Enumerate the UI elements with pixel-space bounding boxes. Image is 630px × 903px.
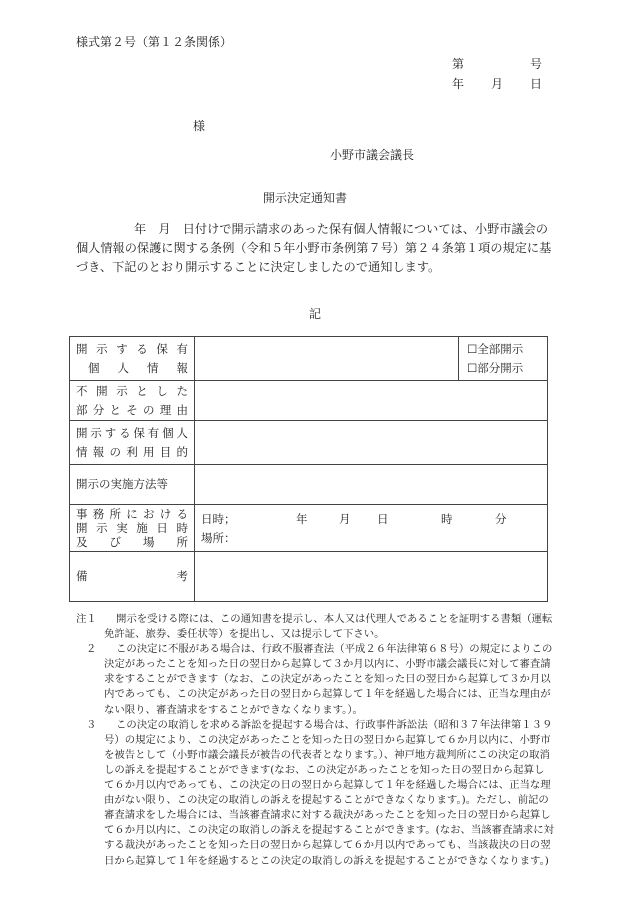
place-label: 場所： bbox=[201, 531, 236, 545]
note-number: 注１ bbox=[76, 613, 97, 625]
document-date-label: 年 月 日 bbox=[452, 77, 544, 91]
row-label-remarks bbox=[70, 552, 195, 602]
note-item bbox=[76, 612, 554, 642]
note-number: ２ bbox=[86, 643, 97, 656]
table-row bbox=[70, 552, 548, 602]
label-line: 開示する保有個人 bbox=[76, 425, 188, 440]
note-text: 開示を受ける際には、この通知書を提示し、本人又は代理人であることを証明する書類（運転免許証、旅券、委任状等）を提出し、又は提示して下さい。 bbox=[104, 613, 553, 641]
addressee-suffix: 様 bbox=[193, 119, 206, 133]
table-row bbox=[70, 337, 548, 381]
table-row bbox=[70, 505, 548, 552]
nondisclosure-value-cell[interactable] bbox=[195, 381, 548, 421]
row-label-nondisclosure bbox=[70, 381, 195, 421]
label-line: 情報の利用目的 bbox=[76, 444, 188, 459]
note-item bbox=[76, 718, 554, 869]
label-line: 及び場所 bbox=[76, 535, 188, 549]
note-number: ３ bbox=[86, 718, 97, 731]
row-label-purpose bbox=[70, 421, 195, 465]
document-number-label: 第 号 bbox=[452, 57, 544, 71]
datetime-place-cell[interactable] bbox=[195, 505, 548, 552]
table-row bbox=[70, 465, 548, 505]
row-label-method bbox=[70, 465, 195, 505]
label-line: 部分とその理由 bbox=[76, 402, 188, 417]
label-line: 開示の実施方法等 bbox=[76, 477, 168, 491]
minute-label: 分 bbox=[495, 512, 507, 526]
disclosure-table bbox=[69, 336, 548, 602]
table-row bbox=[70, 421, 548, 465]
option-all-disclosure[interactable]: ☐全部開示 bbox=[467, 341, 524, 356]
info-value-cell[interactable] bbox=[195, 337, 459, 381]
option-partial-disclosure[interactable]: ☐部分開示 bbox=[467, 360, 524, 375]
year-label: 年 bbox=[296, 512, 308, 526]
label-line: 個人情報 bbox=[88, 360, 188, 375]
note-text: この決定の取消しを求める訴訟を提起する場合は、行政事件訴訟法（昭和３７年法律第１３９号）の規定により、この決定があったことを知った日の翌日から起算して６か月以内に、小野市を被告として（小野市議会議長が被告の代表者となります。）、神戸地方裁判所にこの決定の取消しの訴えを提起することができます(なお、この決定があったことを知った日の翌日から起算して６か月以内であっても、この決定の日の翌日から起算して１年を経過した場合には、正当な理由がない限り、この決定の取消しの訴えを提起することができなくなります。)。ただし、前記の審査請求をした場合には、当該審査請求に対する裁決があったことを知った日の翌日から起算して６か月以内に、この決定の取消しの訴えを提起することができます。(なお、当該審査請求に対する裁決があったことを知った日の翌日から起算して６か月以内であっても、当該裁決の日の翌日から起算して１年を経過するとこの決定の取消しの訴えを提起することができなくなります。) bbox=[104, 718, 555, 867]
note-text: この決定に不服がある場合は、行政不服審査法（平成２６年法律第６８号）の規定によりこの決定があったことを知った日の翌日から起算して３か月以内に、小野市議会議長に対して審査請求をすることができます（なお、この決定があったことを知った日の翌日から起算して３か月以内であっても、この決定があった日の翌日から起算して１年を経過した場合には、正当な理由がない限り、審査請求をすることができなくなります。）。 bbox=[104, 643, 553, 716]
day-label: 日 bbox=[377, 512, 389, 526]
purpose-value-cell[interactable] bbox=[195, 421, 548, 465]
hour-label: 時 bbox=[441, 512, 453, 526]
label-line: 不開示とした bbox=[76, 383, 188, 398]
label-line: 開示実施日時 bbox=[76, 521, 188, 535]
document-title: 開示決定通知書 bbox=[263, 191, 348, 205]
datetime-label: 日時； bbox=[201, 512, 236, 526]
form-number: 様式第２号（第１２条関係） bbox=[76, 35, 233, 49]
month-label: 月 bbox=[339, 512, 351, 526]
method-value-cell[interactable] bbox=[195, 465, 548, 505]
body-paragraph: 年 月 日付けで開示請求のあった保有個人情報については、小野市議会の個人情報の保護に関する条例（令和５年小野市条例第７号）第２４条第１項の規定に基づき、下記のとおり開示することに決定しましたので通知します。 bbox=[76, 222, 552, 274]
table-row bbox=[70, 381, 548, 421]
row-label-info bbox=[70, 337, 195, 381]
issuer-name: 小野市議会議長 bbox=[330, 148, 415, 162]
label-line: 備考 bbox=[76, 569, 188, 583]
label-line: 事務所における bbox=[76, 507, 188, 521]
label-line: 開示する保有 bbox=[76, 341, 188, 356]
disclosure-options bbox=[459, 337, 548, 381]
note-item bbox=[76, 642, 554, 717]
row-label-datetime-place bbox=[70, 505, 195, 552]
record-label: 記 bbox=[309, 307, 322, 321]
notes-section bbox=[76, 612, 554, 869]
remarks-value-cell[interactable] bbox=[195, 552, 548, 602]
